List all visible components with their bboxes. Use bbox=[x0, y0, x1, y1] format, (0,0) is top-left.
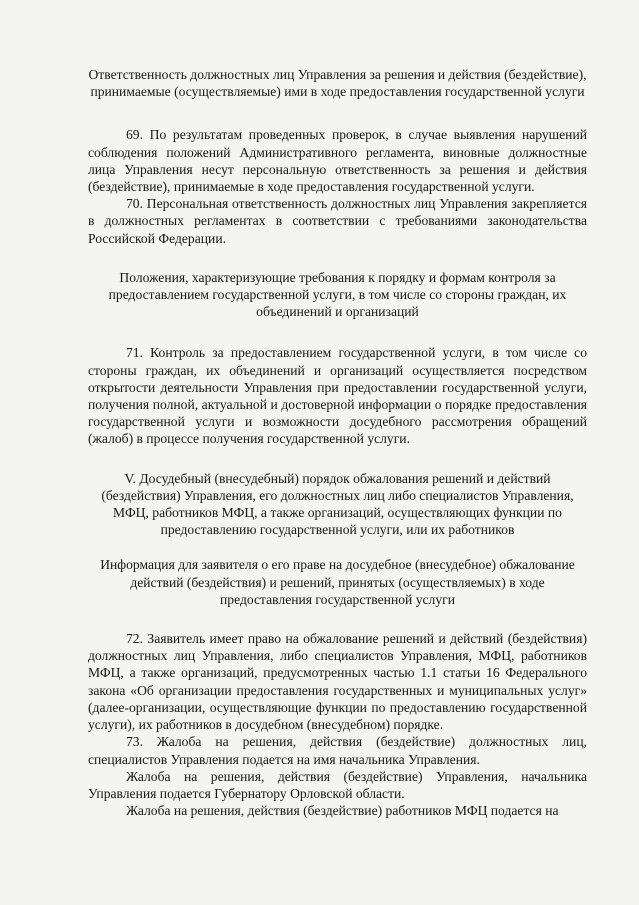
paragraph-72: 72. Заявитель имеет право на обжалование решений и действий (бездействия) должностных лиц Управления, либо специалистов Управления, МФЦ, работников МФЦ, а также организаций, предусмотренных частью 1.1 статьи 16 Федерального закона «Об организации предоставления государственных и муниципальных услуг» (далее-организации, осуществляющие функции по предоставлению государственной услуги), их работников в досудебном (внесудебном) порядке. bbox=[88, 631, 587, 733]
paragraph-70: 70. Персональная ответственность должностных лиц Управления закрепляется в должностных регламентах в соответствии с требованиями законодательства Российской Федерации. bbox=[88, 196, 587, 246]
paragraph-69: 69. По результатам проведенных проверок, в случае выявления нарушений соблюдения положений Административного регламента, виновные должностные лица Управления несут персональную ответственность за решения и действия (бездействие), принимаемые в ходе предоставления государственной услуги. bbox=[88, 127, 587, 195]
paragraph-73-c: Жалоба на решения, действия (бездействие) работников МФЦ подается на bbox=[126, 803, 559, 819]
section-heading-applicant-info: Информация для заявителя о его праве на досудебное (внесудебное) обжалование действий (бездействия) и решений, принятых (осуществляемых) в ходе предоставления государственной услуги bbox=[100, 557, 575, 607]
paragraph-71: 71. Контроль за предоставлением государственной услуги, в том числе со стороны граждан, их объединений и организаций осуществляется посредством открытости деятельности Управления при предоставлении государственной услуги, получения полной, актуальной и достоверной информации о порядке предоставления государственной услуги и возможности досудебного рассмотрения обращений (жалоб) в процессе получения государственной услуги. bbox=[88, 345, 587, 447]
paragraph-73-b: Жалоба на решения, действия (бездействие) Управления, начальника Управления подается Губернатору Орловской области. bbox=[88, 768, 587, 801]
paragraph-73: 73. Жалоба на решения, действия (бездействие) должностных лиц, специалистов Управления подается на имя начальника Управления. bbox=[88, 734, 587, 767]
section-heading-responsibility: Ответственность должностных лиц Управления за решения и действия (бездействие), принимаемые (осуществляемые) ими в ходе предоставления государственной услуги bbox=[88, 67, 587, 100]
section-heading-v-appeal: V. Досудебный (внесудебный) порядок обжалования решений и действий (бездействия) Управления, его должностных лиц либо специалистов Управления, МФЦ, работников МФЦ, а также организаций, осуществляющих функции по предоставлению государственной услуги, или их работников bbox=[101, 470, 574, 538]
section-heading-control: Положения, характеризующие требования к порядку и формам контроля за предоставлением государственной услуги, в том числе со стороны граждан, их объединений и организаций bbox=[108, 269, 567, 320]
